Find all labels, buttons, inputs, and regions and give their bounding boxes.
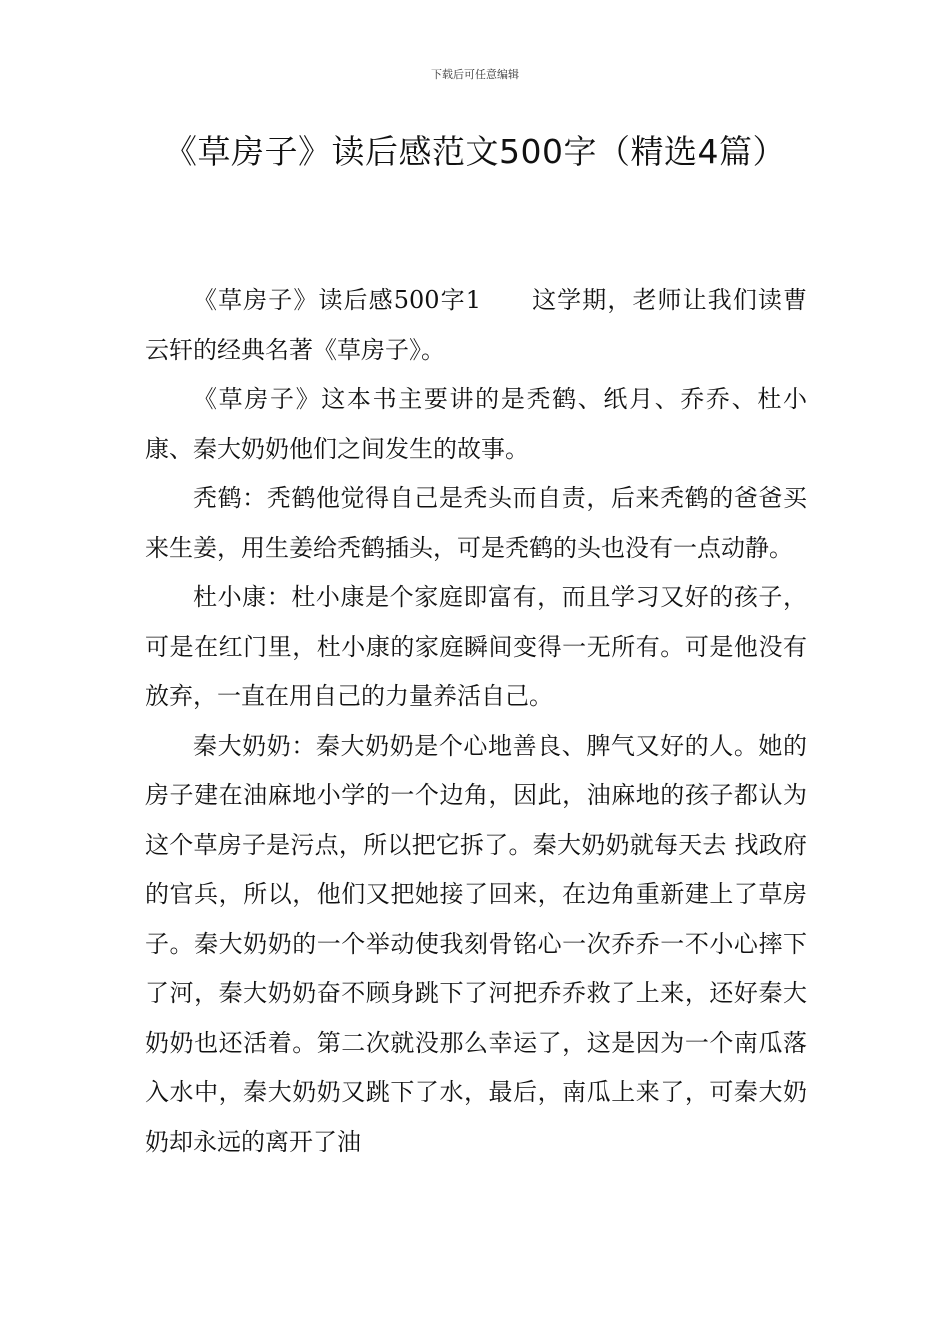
header-note: 下载后可任意编辑 — [431, 68, 519, 81]
paragraph — [145, 276, 807, 375]
paragraph: 秃鹤：秃鹤他觉得自己是秃头而自责，后来秃鹤的爸爸买来生姜，用生姜给秃鹤插头，可是秃鹤的头也没有一点动静。 — [145, 484, 807, 562]
document-body — [145, 276, 807, 1167]
document-title: 《草房子》读后感范文500字（精选4篇） — [164, 132, 786, 171]
paragraph-text: 这学期，老师让我们读曹云轩的经典名著《草房子》。 — [145, 286, 808, 364]
paragraph: 秦大奶奶：秦大奶奶是个心地善良、脾气又好的人。她的房子建在油麻地小学的一个边角，因此，油麻地的孩子都认为这个草房子是污点，所以把它拆了。秦大奶奶就每天去 找政府的官兵，所以，他们又把她接了回来，在边角重新建上了草房子。秦大奶奶的一个举动使我刻骨铭心一次乔乔一不小心摔下了河，秦大奶奶奋不顾身跳下了河把乔乔救了上来，还好秦大奶奶也还活着。第二次就没那么幸运了，这是因为一个南瓜落入水中，秦大奶奶又跳下了水，最后，南瓜上来了，可秦大奶奶却永远的离开了油 — [145, 731, 807, 1156]
section-heading: 《草房子》读后感500字1 — [193, 286, 481, 314]
paragraph: 杜小康：杜小康是个家庭即富有，而且学习又好的孩子，可是在红门里，杜小康的家庭瞬间变得一无所有。可是他没有放弃，一直在用自己的力量养活自己。 — [145, 583, 807, 710]
paragraph: 《草房子》这本书主要讲的是秃鹤、纸月、乔乔、杜小康、秦大奶奶他们之间发生的故事。 — [145, 385, 807, 463]
